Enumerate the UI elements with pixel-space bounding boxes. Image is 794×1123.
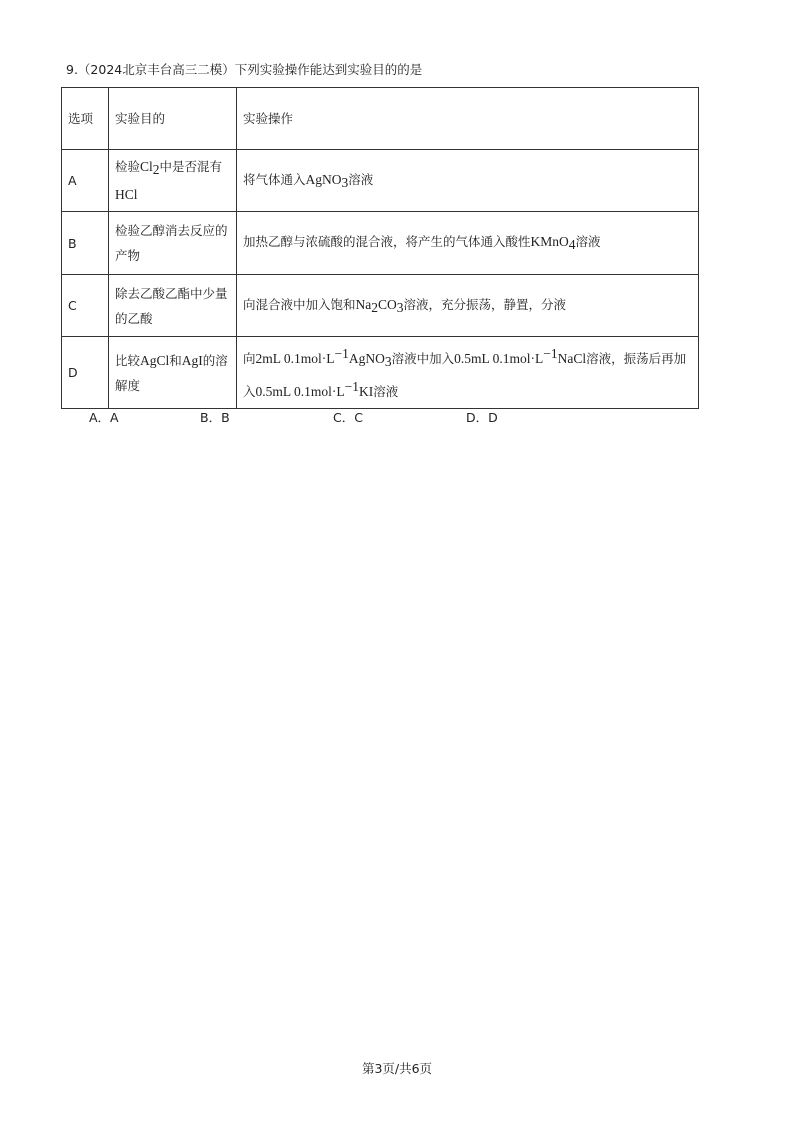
table-row: [62, 212, 699, 275]
row-option: C: [62, 275, 109, 337]
row-operation: 加热乙醇与浓硫酸的混合液，将产生的气体通入酸性KMnO$_4$溶液: [237, 212, 699, 275]
table-row: [62, 337, 699, 409]
question-title: 9.（2024北京丰台高三二模）下列实验操作能达到实验目的的是: [66, 62, 423, 77]
choice-c: C．C: [333, 410, 363, 425]
header-purpose: 实验目的: [109, 88, 237, 150]
choice-a: A．A: [89, 410, 119, 425]
table-header-row: [62, 88, 699, 150]
header-operation: 实验操作: [237, 88, 699, 150]
row-operation: 向2mL $0.1mol\cdot L^{-1}AgNO_3$溶液中加入0.5mL $0.1mol\cdot L^{-1}NaCl$溶液，振荡后再加入0.5mL $0.1mol\cdot L^{-1}KI$溶液: [237, 337, 699, 409]
row-purpose: 除去乙酸乙酯中少量的乙酸: [109, 275, 237, 337]
table-row: [62, 150, 699, 212]
row-purpose: 检验乙醇消去反应的产物: [109, 212, 237, 275]
row-operation: 将气体通入AgNO$_3$溶液: [237, 150, 699, 212]
row-purpose: 检验$Cl_2$中是否混有 HCl: [109, 150, 237, 212]
choice-b: B．B: [200, 410, 230, 425]
answer-choices: [0, 408, 794, 428]
table-row: [62, 275, 699, 337]
row-purpose: 比较AgCl和AgI的溶解度: [109, 337, 237, 409]
row-operation: 向混合液中加入饱和$Na_2CO_3$溶液，充分振荡，静置，分液: [237, 275, 699, 337]
page-number: 第3页/共6页: [361, 1061, 433, 1076]
experiment-table: [61, 87, 699, 409]
row-option: A: [62, 150, 109, 212]
choice-d: D．D: [466, 410, 498, 425]
row-option: D: [62, 337, 109, 409]
row-option: B: [62, 212, 109, 275]
header-option: 选项: [62, 88, 109, 150]
